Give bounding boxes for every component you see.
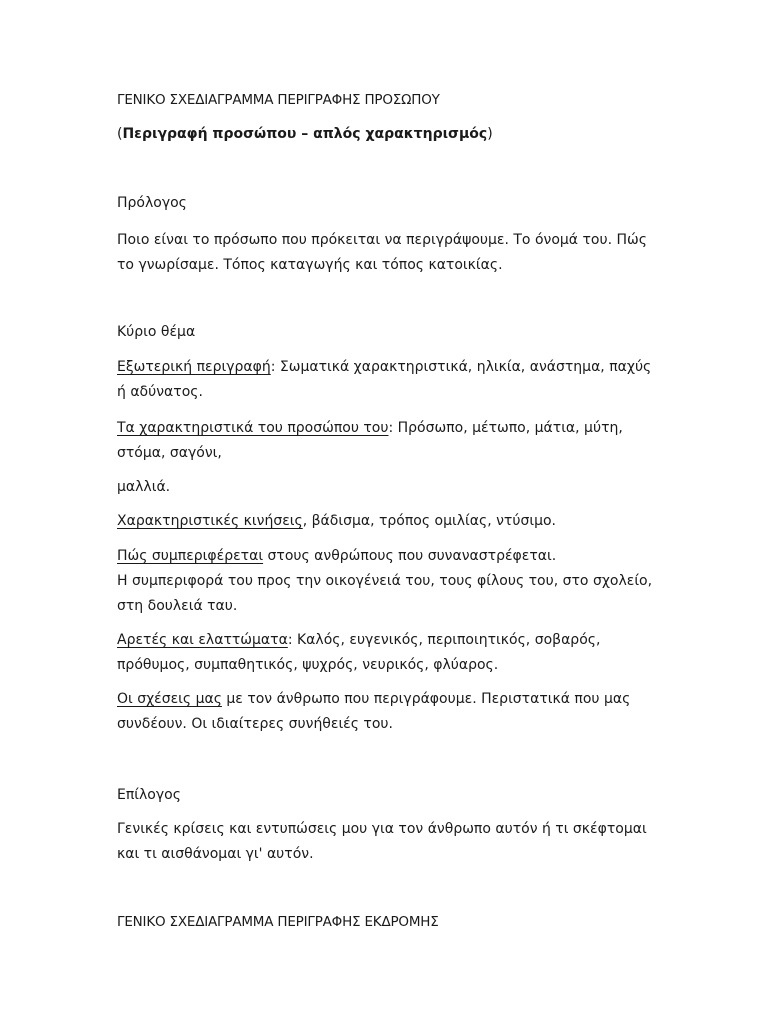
item-text: , βάδισμα, τρόπος ομιλίας, ντύσιμο. (302, 513, 556, 529)
item-text-continued: Η συμπεριφορά του προς την οικογένειά του, τους φίλους του, στο σχολείο, στη δουλειά ταυ. (117, 573, 653, 614)
item-text: : Καλός, ευγενικός, περιποιητικός, σοβαρός, πρόθυμος, συμπαθητικός, ψυχρός, νευρικός, φλύαρος. (117, 632, 601, 673)
item-label: Τα χαρακτηριστικά του προσώπου του (117, 420, 389, 436)
main-item-movements (117, 509, 657, 534)
second-document-title: ΓΕΝΙΚΟ ΣΧΕΔΙΑΓΡΑΜΜΑ ΠΕΡΙΓΡΑΦΗΣ ΕΚΔΡΟΜΗΣ (117, 914, 439, 930)
main-item-face-features (117, 416, 657, 466)
prologue-heading: Πρόλογος (117, 195, 187, 211)
subtitle-open-paren: ( (117, 126, 123, 142)
prologue-text: Ποιο είναι το πρόσωπο που πρόκειται να περιγράψουμε. Το όνομά του. Πώς το γνωρίσαμε. Τόπος καταγωγής και τόπος κατοικίας. (117, 232, 647, 273)
main-item-behavior (117, 544, 657, 619)
subtitle-text: Περιγραφή προσώπου – απλός χαρακτηρισμός (122, 126, 488, 142)
main-item-external-description (117, 355, 657, 405)
item-label: Εξωτερική περιγραφή (117, 359, 271, 375)
document-title: ΓΕΝΙΚΟ ΣΧΕΔΙΑΓΡΑΜΜΑ ΠΕΡΙΓΡΑΦΗΣ ΠΡΟΣΩΠΟΥ (117, 92, 440, 108)
item-text: στους ανθρώπους που συναναστρέφεται. (263, 548, 557, 564)
item-text: : Πρόσωπο, μέτωπο, μάτια, μύτη, στόμα, σαγόνι, (117, 420, 623, 461)
item-text: μαλλιά. (117, 479, 171, 495)
epilogue-text: Γενικές κρίσεις και εντυπώσεις μου για τον άνθρωπο αυτόν ή τι σκέφτομαι και τι αισθάνομαι γι' αυτόν. (117, 821, 647, 862)
epilogue-heading: Επίλογος (117, 787, 181, 803)
item-label: Πώς συμπεριφέρεται (117, 548, 264, 564)
main-item-virtues-faults (117, 628, 657, 678)
main-heading: Κύριο θέμα (117, 324, 196, 340)
item-text: : Σωματικά χαρακτηριστικά, ηλικία, ανάστημα, παχύς ή αδύνατος. (117, 359, 652, 400)
item-label: Αρετές και ελαττώματα (117, 632, 288, 648)
item-text: με τον άνθρωπο που περιγράφουμε. Περιστατικά που μας συνδέουν. Οι ιδιαίτερες συνήθειές του. (117, 691, 631, 732)
item-label: Χαρακτηριστικές κινήσεις (117, 513, 303, 529)
document-subtitle (117, 122, 657, 147)
main-item-hair (117, 475, 657, 500)
item-label: Οι σχέσεις μας (117, 691, 222, 707)
subtitle-close-paren: ) (487, 126, 493, 142)
main-item-relations (117, 687, 657, 737)
